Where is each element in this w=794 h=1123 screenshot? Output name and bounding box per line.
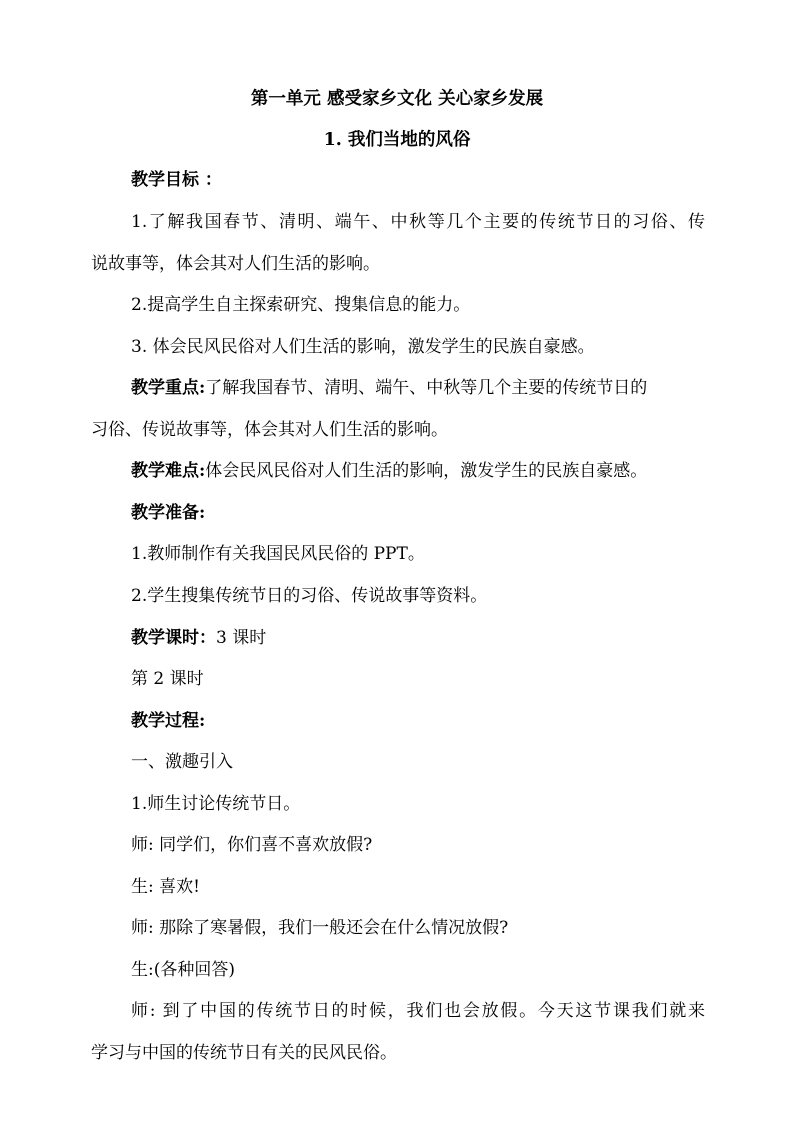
lesson-title: 1. 我们当地的风俗: [323, 130, 471, 150]
key-point-text: 了解我国春节、清明、端午、中秋等几个主要的传统节日的: [205, 378, 648, 398]
objectives-heading: 教学目标 ：: [131, 170, 222, 190]
unit-title: 第一单元 感受家乡文化 关心家乡发展: [250, 89, 544, 109]
process-step-1: 1.师生讨论传统节日。: [131, 794, 301, 814]
dialog-line: 生: 喜欢!: [131, 877, 200, 897]
key-point-label: 教学重点:: [131, 378, 206, 398]
process-heading: 教学过程:: [131, 711, 206, 731]
preparation-2: 2.学生搜集传统节日的习俗、传说故事等资料。: [131, 586, 488, 606]
objective-2: 2.提高学生自主探索研究、搜集信息的能力。: [131, 295, 471, 315]
objective-3: 3. 体会民风民俗对人们生活的影响，激发学生的民族自豪感。: [131, 337, 595, 357]
objective-1-line-2: 说故事等，体会其对人们生活的影响。: [91, 254, 380, 274]
periods-value: 3 课时: [216, 628, 267, 648]
difficulty-line: [131, 460, 647, 482]
objective-1-line-1: 1.了解我国春节、清明、端午、中秋等几个主要的传统节日的习俗、传: [131, 212, 705, 232]
dialog-line: 师: 同学们，你们喜不喜欢放假?: [131, 835, 373, 855]
key-point-line-2: 习俗、传说故事等，体会其对人们生活的影响。: [91, 420, 448, 440]
current-period: 第 2 课时: [131, 669, 204, 689]
dialog-line: 生:(各种回答): [131, 960, 235, 980]
process-section-1: 一、激趣引入: [131, 752, 233, 772]
difficulty-text: 体会民风民俗对人们生活的影响，激发学生的民族自豪感。: [205, 461, 648, 481]
periods-label: 教学课时：: [131, 628, 216, 648]
preparation-heading: 教学准备:: [131, 503, 206, 523]
periods-line: [131, 627, 266, 649]
dialog-line: 师: 那除了寒暑假，我们一般还会在什么情况放假?: [131, 918, 509, 938]
key-point-line-1: [131, 377, 705, 399]
difficulty-label: 教学难点:: [131, 461, 206, 481]
closing-line-1: 师: 到了中国的传统节日的时候，我们也会放假。今天这节课我们就来: [131, 1001, 705, 1021]
closing-line-2: 学习与中国的传统节日有关的民风民俗。: [91, 1043, 397, 1063]
preparation-1: 1.教师制作有关我国民风民俗的 PPT。: [131, 544, 425, 564]
